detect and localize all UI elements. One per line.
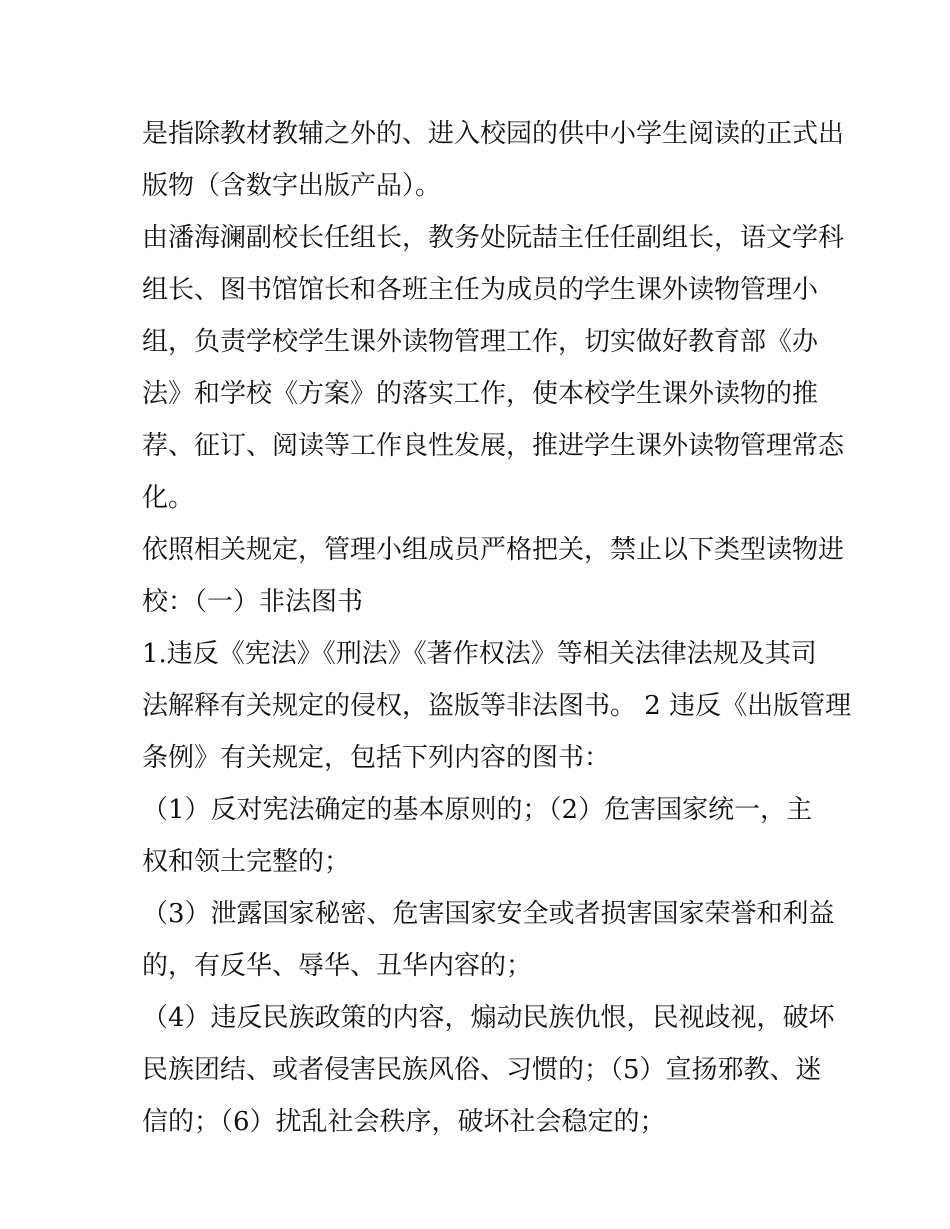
text-line: 依照相关规定，管理小组成员严格把关，禁止以下类型读物进 — [142, 535, 845, 565]
text-line: 信的；（6）扰乱社会秩序，破坏社会稳定的； — [142, 1107, 666, 1137]
text-line: 化。 — [142, 483, 195, 513]
text-line: 法》和学校《方案》的落实工作，使本校学生课外读物的推 — [142, 379, 819, 409]
text-line: 组长、图书馆馆长和各班主任为成员的学生课外读物管理小 — [142, 275, 819, 305]
text-line: 条例》有关规定，包括下列内容的图书： — [142, 743, 611, 773]
text-line: （4）违反民族政策的内容，煽动民族仇恨，民视歧视，破坏 — [142, 1003, 835, 1033]
text-line: 民族团结、或者侵害民族风俗、习惯的；（5）宣扬邪教、迷 — [142, 1055, 822, 1085]
text-line: 荐、征订、阅读等工作良性发展，推进学生课外读物管理常态 — [142, 431, 845, 461]
text-line: （3）泄露国家秘密、危害国家安全或者损害国家荣誉和利益 — [142, 899, 835, 929]
text-line: 校：（一）非法图书 — [142, 587, 364, 617]
text-line: 由潘海澜副校长任组长，教务处阮喆主任任副组长，语文学科 — [142, 223, 845, 253]
text-line: 1.违反《宪法》《刑法》《著作权法》等相关法律法规及其司 — [142, 639, 817, 669]
text-line: 组，负责学校学生课外读物管理工作，切实做好教育部《办 — [142, 327, 819, 357]
text-line: 的，有反华、辱华、丑华内容的； — [142, 951, 533, 981]
text-line: 是指除教材教辅之外的、进入校园的供中小学生阅读的正式出 — [142, 119, 845, 149]
text-line: 法解释有关规定的侵权，盗版等非法图书。 2 违反《出版管理 — [142, 691, 852, 721]
text-line: 权和领土完整的； — [142, 847, 351, 877]
document-body — [142, 108, 852, 1148]
text-line: 版物（含数字出版产品）。 — [142, 171, 442, 201]
text-line: （1）反对宪法确定的基本原则的；（2）危害国家统一，主 — [142, 795, 813, 825]
